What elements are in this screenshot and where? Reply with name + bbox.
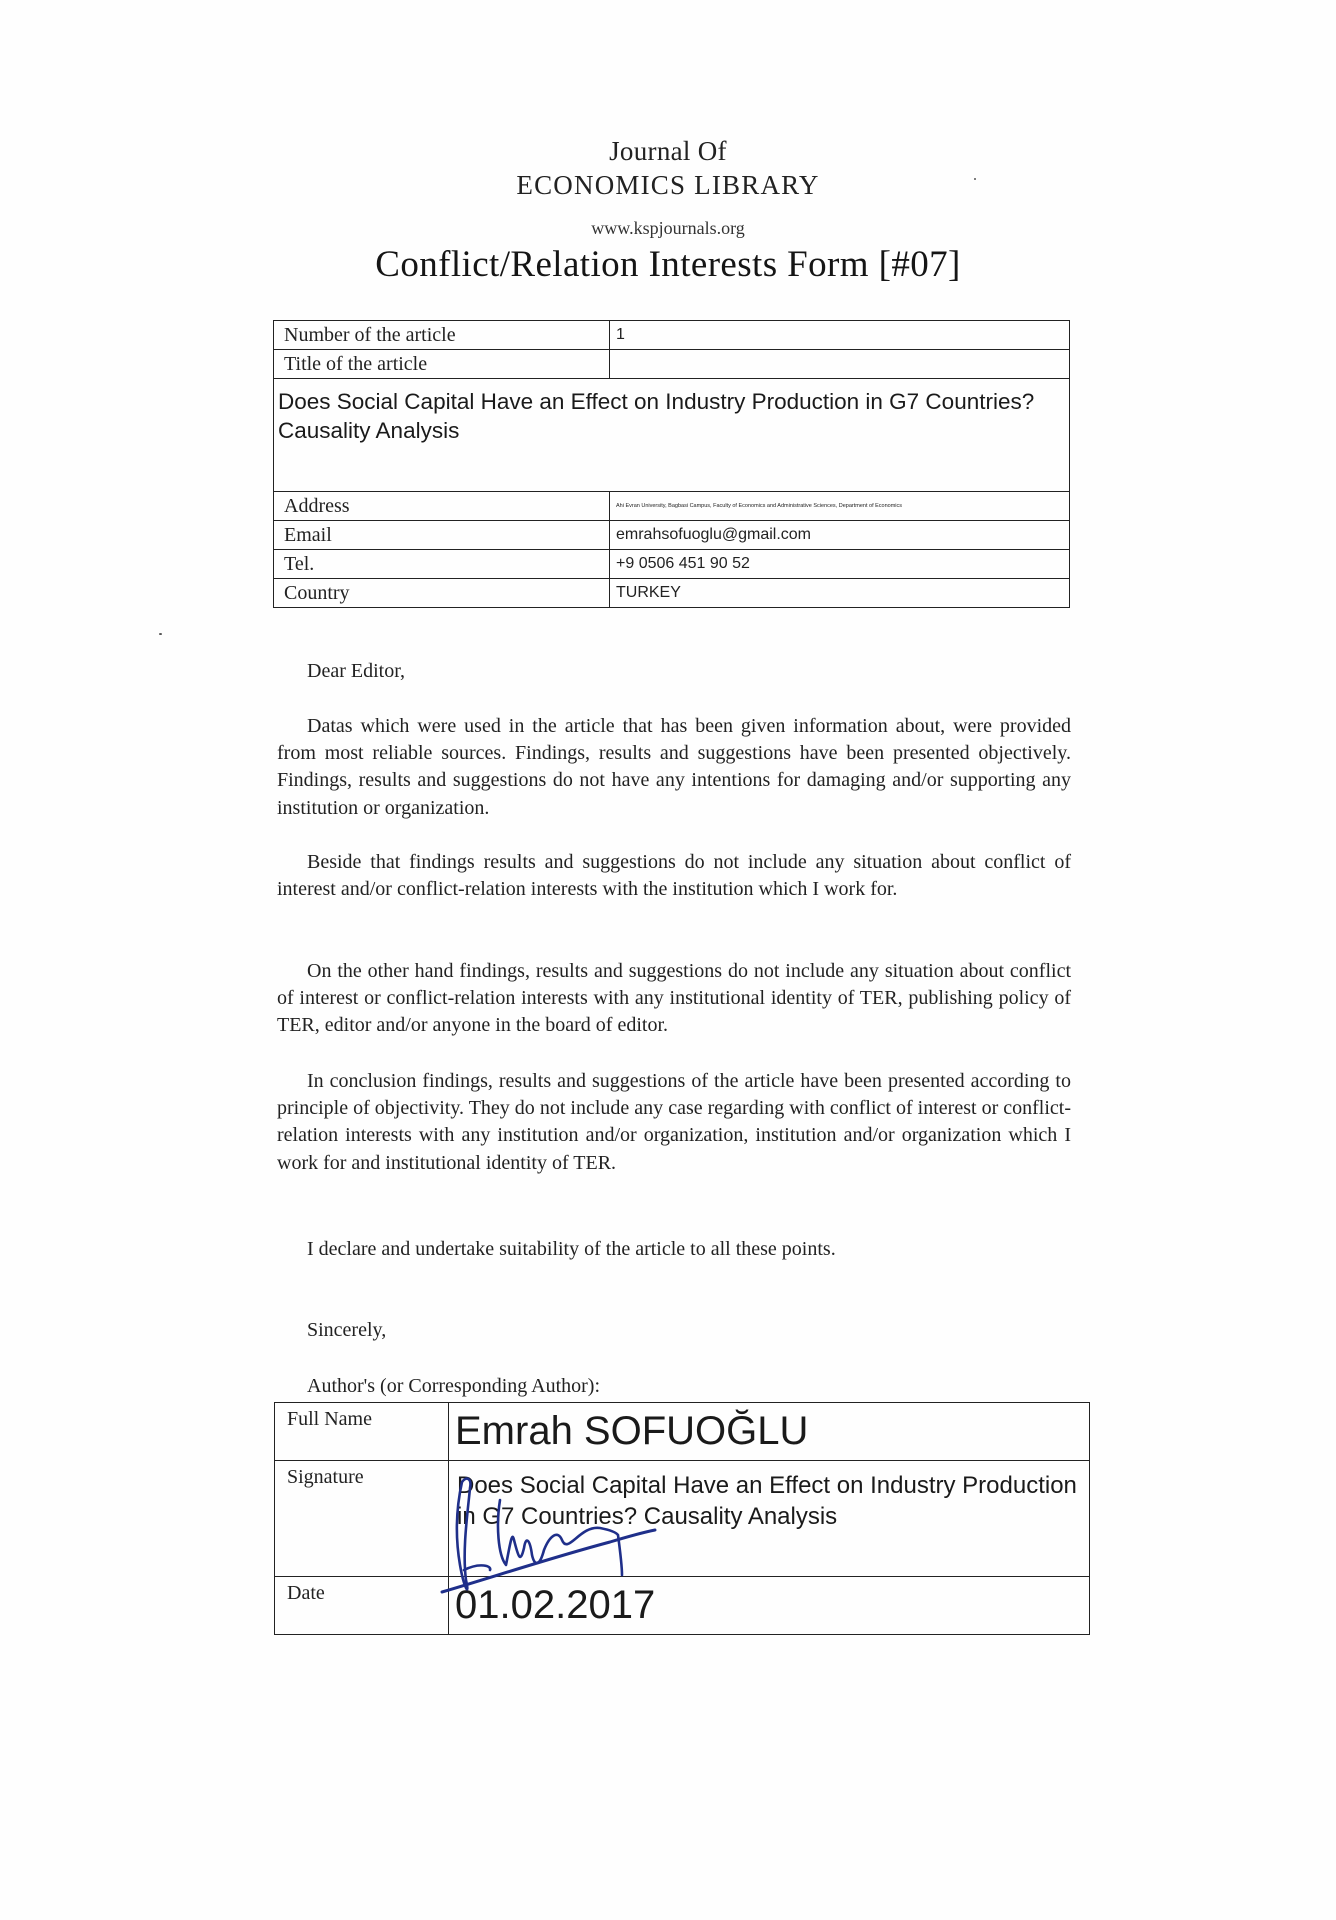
letter-paragraph-1: Datas which were used in the article that has been given information about, were provided from most reliable sources. Findings, results and suggestions have been presented objectively. Findings, results and suggestions do not have any intentions for damaging and/or supporting any institution or organization. bbox=[277, 715, 1071, 819]
table-row bbox=[274, 350, 1070, 379]
full-name-value: Emrah SOFUOĞLU bbox=[449, 1403, 1090, 1461]
field-label-title: Title of the article bbox=[274, 350, 610, 379]
field-label-country: Country bbox=[274, 579, 610, 608]
letter-paragraph-2: Beside that findings results and suggestions do not include any situation about conflict of interest and/or conflict-relation interests with the institution which I work for. bbox=[277, 851, 1071, 901]
table-row bbox=[275, 1461, 1090, 1577]
field-label-number: Number of the article bbox=[274, 321, 610, 350]
signature-field-text: Does Social Capital Have an Effect on Industry Production in G7 Countries? Causality Analysis bbox=[449, 1461, 1090, 1577]
author-table bbox=[274, 1402, 1090, 1635]
table-row bbox=[274, 521, 1070, 550]
field-value-email: emrahsofuoglu@gmail.com bbox=[610, 521, 1070, 550]
date-value: 01.02.2017 bbox=[449, 1577, 1090, 1635]
signature-label: Signature bbox=[275, 1461, 449, 1577]
table-row bbox=[274, 550, 1070, 579]
table-row bbox=[275, 1403, 1090, 1461]
article-info-table bbox=[273, 320, 1070, 608]
letter-greeting: Dear Editor, bbox=[307, 660, 406, 682]
form-title: Conflict/Relation Interests Form [#07] bbox=[375, 244, 961, 285]
field-label-address: Address bbox=[274, 492, 610, 521]
field-value-address: Ahi Evran University, Bagbasi Campus, Faculty of Economics and Administrative Sciences, Department of Economics bbox=[610, 492, 1070, 521]
journal-website: www.kspjournals.org bbox=[591, 218, 745, 238]
table-row bbox=[274, 379, 1070, 492]
field-label-email: Email bbox=[274, 521, 610, 550]
field-value-number: 1 bbox=[610, 321, 1070, 350]
author-caption: Author's (or Corresponding Author): bbox=[307, 1375, 601, 1397]
field-value-title-empty bbox=[610, 350, 1070, 379]
field-label-tel: Tel. bbox=[274, 550, 610, 579]
letter-paragraph-4: In conclusion findings, results and suggestions of the article have been presented according to principle of objectivity. They do not include any case regarding with conflict of interest or conflict-relation interests with any institution and/or organization, institution and/or organization which I work for and institutional identity of TER. bbox=[277, 1070, 1071, 1174]
table-row bbox=[275, 1577, 1090, 1635]
date-label: Date bbox=[275, 1577, 449, 1635]
table-row bbox=[274, 492, 1070, 521]
letter-closing: Sincerely, bbox=[307, 1319, 387, 1341]
scan-speck bbox=[159, 633, 162, 635]
full-name-label: Full Name bbox=[275, 1403, 449, 1461]
scan-speck bbox=[974, 178, 976, 180]
letter-paragraph-3: On the other hand findings, results and suggestions do not include any situation about conflict of interest or conflict-relation interests with any institutional identity of TER, publishing policy of TER, editor and/or anyone in the board of editor. bbox=[277, 960, 1071, 1037]
field-value-country: TURKEY bbox=[610, 579, 1070, 608]
field-value-tel: +9 0506 451 90 52 bbox=[610, 550, 1070, 579]
journal-name-line2: ECONOMICS LIBRARY bbox=[516, 170, 820, 200]
letter-paragraph-5: I declare and undertake suitability of the article to all these points. bbox=[307, 1238, 836, 1260]
article-title-text: Does Social Capital Have an Effect on Industry Production in G7 Countries? Causality Analysis bbox=[274, 379, 1070, 492]
table-row bbox=[274, 321, 1070, 350]
table-row bbox=[274, 579, 1070, 608]
journal-name-line1: Journal Of bbox=[609, 136, 727, 166]
